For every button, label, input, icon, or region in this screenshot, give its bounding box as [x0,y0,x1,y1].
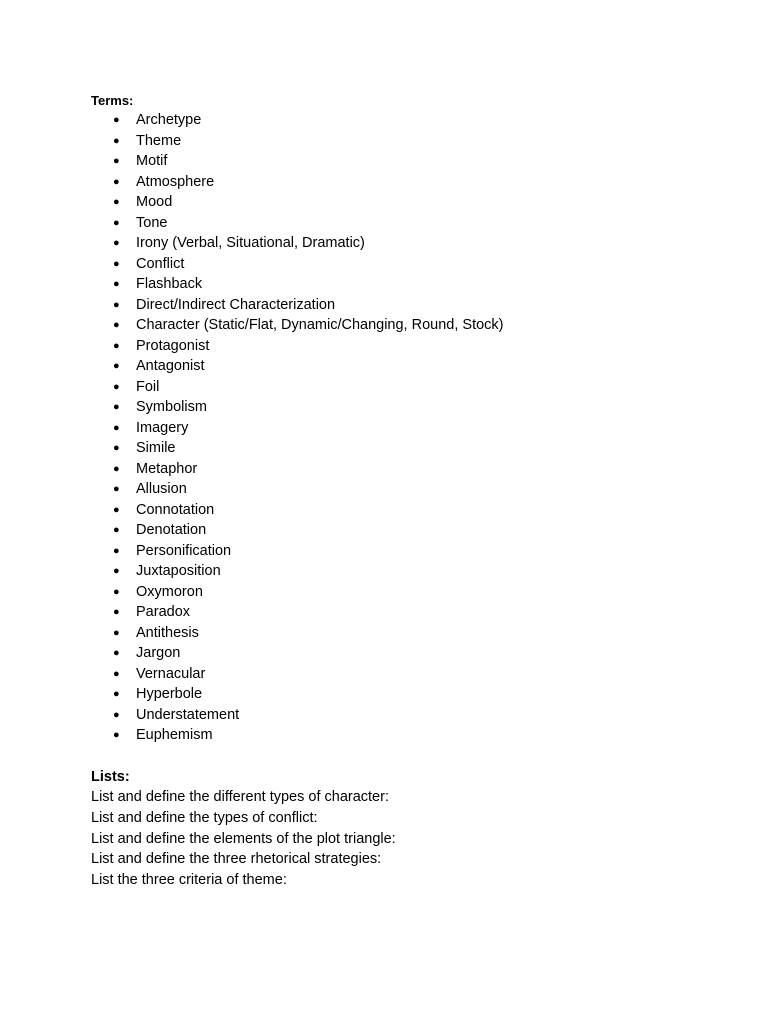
bullet-icon: ● [113,565,120,577]
term-label: Direct/Indirect Characterization [136,296,336,313]
list-prompt: List and define the elements of the plot triangle: [91,830,396,847]
bullet-icon: ● [113,401,120,413]
bullet-icon: ● [113,196,120,208]
bullet-icon: ● [113,462,120,475]
term-label: Personification [136,542,232,559]
term-label: Protagonist [136,337,210,354]
bullet-icon: ● [113,606,120,618]
bullet-icon: ● [113,380,120,393]
bullet-icon: ● [113,688,120,700]
term-label: Oxymoron [136,583,203,600]
term-label: Paradox [136,604,191,620]
lists-items [91,787,396,891]
term-label: Symbolism [136,399,207,415]
list-prompt: List the three criteria of theme: [91,872,287,889]
term-label: Motif [136,153,168,169]
term-label: Hyperbole [136,686,203,702]
term-label: Understatement [136,706,240,723]
term-label: Mood [136,194,173,210]
term-label: Irony (Verbal, Situational, Dramatic) [136,235,365,251]
term-label: Antithesis [136,624,199,641]
bullet-icon: ● [113,667,120,680]
bullet-icon: ● [113,585,120,598]
term-label: Euphemism [136,727,213,743]
term-label: Atmosphere [136,173,215,190]
term-label: Character (Static/Flat, Dynamic/Changing, Round, Stock) [136,317,504,333]
list-prompt: List and define the types of conflict: [91,809,318,826]
term-label: Juxtaposition [136,563,221,579]
bullet-icon: ● [113,216,120,229]
terms-heading: Terms: [91,93,134,108]
bullet-icon: ● [113,155,120,167]
lists-heading: Lists: [91,769,130,785]
term-label: Foil [136,378,160,395]
list-prompt: List and define the three rhetorical strategies: [91,851,382,868]
term-label: Conflict [136,255,185,272]
list-prompt: List and define the different types of character: [91,789,389,805]
bullet-icon: ● [113,298,120,311]
bullet-icon: ● [113,626,120,639]
bullet-icon: ● [113,729,120,741]
term-label: Theme [136,132,182,149]
bullet-icon: ● [113,421,120,434]
bullet-icon: ● [113,175,120,188]
bullet-icon: ● [113,647,120,659]
bullet-icon: ● [113,319,120,331]
term-label: Denotation [136,522,207,538]
term-label: Archetype [136,112,202,128]
bullet-icon: ● [113,114,120,126]
bullet-icon: ● [113,503,120,516]
bullet-icon: ● [113,237,120,249]
term-label: Allusion [136,481,187,497]
bullet-icon: ● [113,339,120,352]
bullet-icon: ● [113,134,120,147]
bullet-icon: ● [113,442,120,454]
bullet-icon: ● [113,708,120,721]
bullet-icon: ● [113,524,120,536]
term-label: Flashback [136,276,203,292]
term-label: Simile [136,440,176,456]
term-label: Tone [136,214,168,231]
bullet-icon: ● [113,278,120,290]
term-label: Jargon [136,645,181,661]
bullet-icon: ● [113,483,120,495]
term-label: Imagery [136,419,189,436]
term-label: Antagonist [136,358,205,374]
term-label: Metaphor [136,460,198,477]
bullet-icon: ● [113,257,120,270]
term-label: Connotation [136,501,215,518]
bullet-icon: ● [113,544,120,557]
bullet-icon: ● [113,360,120,372]
term-label: Vernacular [136,665,206,682]
